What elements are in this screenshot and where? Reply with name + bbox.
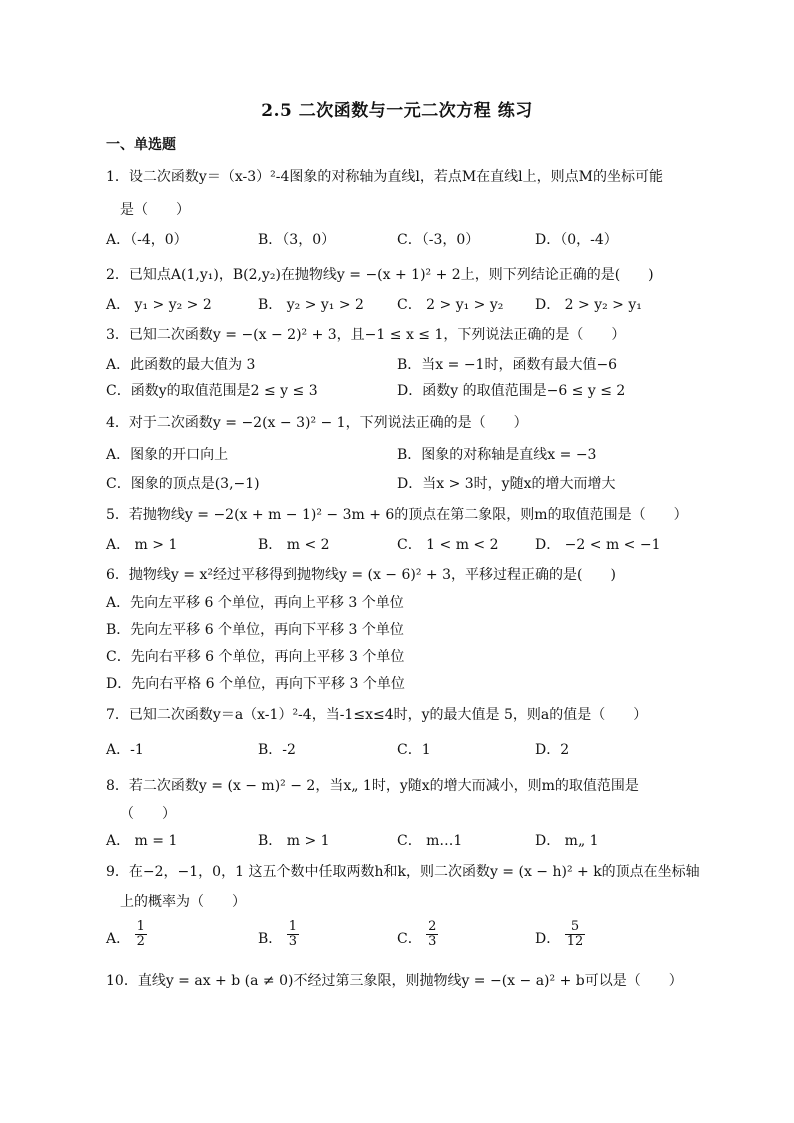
option-d[interactable]: D． m„ 1 — [535, 833, 599, 849]
option-d[interactable]: D．先向右平格 6 个单位，再向下平移 3 个单位 — [106, 676, 405, 692]
fraction: $\frac{5}{12}$ — [566, 918, 584, 949]
fraction: $\frac{2}{3}$ — [428, 918, 437, 949]
question-2-options — [106, 294, 706, 318]
option-c[interactable]: C． m…1 — [397, 833, 463, 849]
option-b[interactable]: B．先向左平移 6 个单位，再向下平移 3 个单位 — [106, 622, 404, 638]
question-4-options-row1 — [106, 444, 706, 468]
option-c[interactable]: C． $\frac{2}{3}$ — [397, 918, 437, 949]
option-a[interactable]: A．（-4，0） — [106, 232, 188, 248]
option-c[interactable]: C． 1 < m < 2 — [397, 537, 499, 553]
question-3-options-row2 — [106, 380, 706, 404]
question-7-options — [106, 739, 706, 763]
question-2: 2．已知点A(1,y₁)，B(2,y₂)在抛物线y = −(x + 1)² + 2上，则下列结论正确的是( ) — [106, 267, 654, 283]
question-4-options-row2 — [106, 473, 706, 497]
fraction: $\frac{1}{3}$ — [288, 918, 298, 949]
option-c[interactable]: C．先向右平移 6 个单位，再向上平移 3 个单位 — [106, 649, 405, 665]
question-8-continuation: （ ） — [120, 806, 176, 822]
question-8-options — [106, 830, 706, 854]
question-9-continuation: 上的概率为（ ） — [120, 894, 246, 910]
question-5: 5．若抛物线y = −2(x + m − 1)² − 3m + 6的顶点在第二象限，则m的取值范围是（ ） — [106, 507, 688, 523]
question-9: 9．在−2，−1，0，1 这五个数中任取两数h和k，则二次函数y = (x − h)² + k的顶点在坐标轴 — [106, 864, 700, 880]
option-b[interactable]: B． y₂ > y₁ > 2 — [258, 297, 364, 313]
option-a[interactable]: A． m > 1 — [106, 537, 178, 553]
option-d[interactable]: D． 2 > y₂ > y₁ — [535, 297, 642, 313]
question-10: 10．直线y = ax + b (a ≠ 0)不经过第三象限，则抛物线y = −(x − a)² + b可以是（ ） — [106, 973, 683, 989]
question-4: 4．对于二次函数y = −2(x − 3)² − 1，下列说法正确的是（ ） — [106, 415, 528, 431]
page-title: 2.5 二次函数与一元二次方程 练习 — [261, 101, 533, 121]
question-8: 8．若二次函数y = (x − m)² − 2，当x„ 1时，y随x的增大而减小，则m的取值范围是 — [106, 778, 639, 794]
question-5-options — [106, 534, 706, 558]
option-d[interactable]: D．2 — [535, 742, 570, 758]
option-b[interactable]: B． $\frac{1}{3}$ — [258, 918, 298, 949]
option-c[interactable]: C．（-3，0） — [397, 232, 480, 248]
option-a[interactable]: A．此函数的最大值为 3 — [106, 357, 256, 373]
question-6: 6．抛物线y = x²经过平移得到抛物线y = (x − 6)² + 3，平移过程正确的是( ) — [106, 567, 616, 583]
option-c[interactable]: C．函数y的取值范围是2 ≤ y ≤ 3 — [106, 383, 318, 399]
option-d[interactable]: D．当x > 3时，y随x的增大而增大 — [397, 476, 616, 492]
question-7: 7．已知二次函数y＝a（x-1）²-4，当-1≤x≤4时，y的最大值是 5，则a的值是（ ） — [106, 707, 648, 723]
option-a[interactable]: A． $\frac{1}{2}$ — [106, 918, 145, 949]
option-b[interactable]: B．图象的对称轴是直线x = −3 — [397, 447, 597, 463]
question-3-options-row1 — [106, 354, 706, 378]
option-a[interactable]: A． m = 1 — [106, 833, 178, 849]
question-3: 3．已知二次函数y = −(x − 2)² + 3，且−1 ≤ x ≤ 1，下列说法正确的是（ ） — [106, 327, 626, 343]
option-a[interactable]: A．先向左平移 6 个单位，再向上平移 3 个单位 — [106, 595, 404, 611]
option-a[interactable]: A． y₁ > y₂ > 2 — [106, 297, 212, 313]
option-b[interactable]: B．当x = −1时，函数有最大值−6 — [397, 357, 618, 373]
question-1-options — [106, 229, 706, 253]
question-1: 1．设二次函数y＝（x-3）²-4图象的对称轴为直线l，若点M在直线l上，则点M的坐标可能 — [106, 169, 663, 185]
option-b[interactable]: B． m < 2 — [258, 537, 330, 553]
option-a[interactable]: A．-1 — [106, 742, 144, 758]
option-b[interactable]: B．-2 — [258, 742, 296, 758]
option-a[interactable]: A．图象的开口向上 — [106, 447, 229, 463]
option-d[interactable]: D．（0，-4） — [535, 232, 618, 248]
option-d[interactable]: D．函数y 的取值范围是−6 ≤ y ≤ 2 — [397, 383, 626, 399]
option-b[interactable]: B． m > 1 — [258, 833, 330, 849]
question-1-continuation: 是（ ） — [120, 202, 190, 218]
question-9-options — [106, 920, 706, 956]
fraction: $\frac{1}{2}$ — [136, 918, 145, 949]
option-d[interactable]: D． −2 < m < −1 — [535, 537, 661, 553]
option-b[interactable]: B．（3，0） — [258, 232, 336, 248]
option-c[interactable]: C． 2 > y₁ > y₂ — [397, 297, 504, 313]
section-heading: 一、单选题 — [106, 137, 176, 153]
option-d[interactable]: D． $\frac{5}{12}$ — [535, 918, 584, 949]
option-c[interactable]: C．图象的顶点是(3,−1) — [106, 476, 260, 492]
option-c[interactable]: C．1 — [397, 742, 431, 758]
